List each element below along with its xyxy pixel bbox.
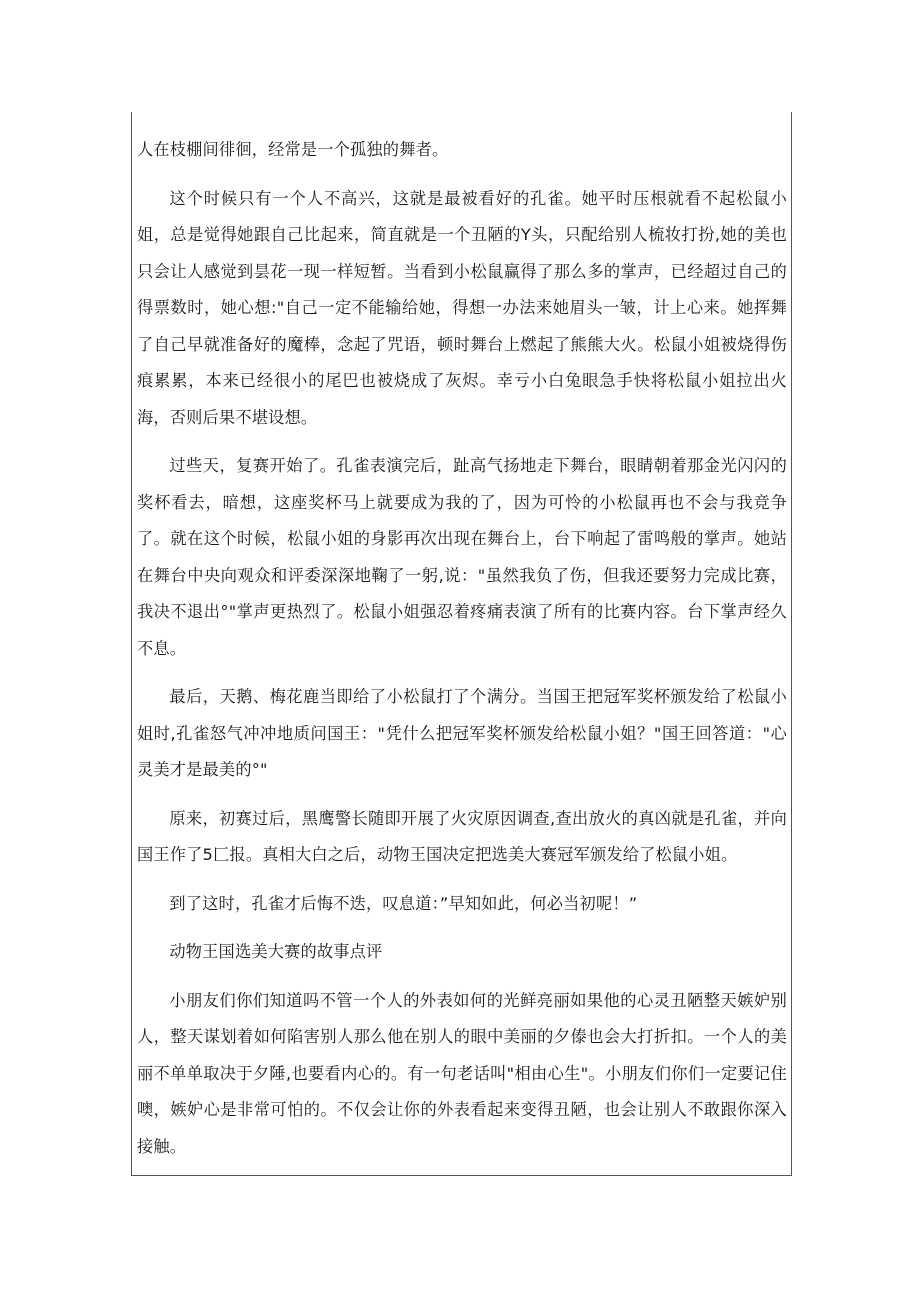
paragraph-investigation: 原来，初赛过后，黑鹰警长随即开展了火灾原因调查,查出放火的真凶就是孔雀，并向国王作了5匚报。真相大白之后，动物王国决定把选美大赛冠军颁发给了松鼠小姐。 bbox=[137, 808, 787, 864]
paragraph-semifinal: 过些天，复赛开始了。孔雀表演完后，趾高气扬地走下舞台，眼睛朝着那金光闪闪的奖杯看去，暗想，这座奖杯马上就要成为我的了，因为可怜的小松鼠再也不会与我竞争了。就在这个时候，松鼠小姐的身影再次出现在舞台上，台下响起了雷鸣般的掌声。她站在舞台中央向观众和评委深深地鞠了一躬,说："虽然我负了伤，但我还要努力完成比赛，我决不退出°"掌声更热烈了。松鼠小姐强忍着疼痛表演了所有的比赛内容。台下掌声经久不息。 bbox=[137, 456, 787, 658]
section-heading-commentary: 动物王国选美大赛的故事点评 bbox=[169, 942, 383, 961]
paragraph-peacock-jealous: 这个时候只有一个人不高兴，这就是最被看好的孔雀。她平时压根就看不起松鼠小姐，总是觉得她跟自己比起来，简直就是一个丑陋的Y头，只配给别人梳妆打扮,她的美也只会让人感觉到昙花一现一样短暂。当看到小松鼠赢得了那么多的掌声，已经超过自己的得票数时，她心想:"自己一定不能输给她，得想一办法来她眉头一皱，计上心来。她挥舞了自己早就准备好的魔棒，念起了咒语，顿时舞台上燃起了熊熊大火。松鼠小姐被烧得伤痕累累，本来已经很小的尾巴也被烧成了灰烬。幸亏小白兔眼急手快将松鼠小姐拉出火海，否则后果不堪设想。 bbox=[137, 188, 787, 427]
paragraph-continuation: 人在枝棚间徘徊，经常是一个孤独的舞者。 bbox=[137, 140, 449, 159]
paragraph-regret: 到了这时，孔雀才后悔不迭，叹息道：”早知如此，何必当初呢！” bbox=[169, 893, 638, 913]
document-body bbox=[137, 132, 787, 1177]
page-frame bbox=[131, 112, 792, 1176]
paragraph-commentary: 小朋友们你们知道吗不管一个人的外表如何的光鲜亮丽如果他的心灵丑陋整天嫉妒别人，整天谋划着如何陷害别人那么他在别人的眼中美丽的夕傣也会大打折扣。一个人的美丽不单单取决于夕陲,也要看内心的。有一句老话叫"相由心生"。小朋友们你们一定要记住噢，嫉妒心是非常可怕的。不仅会让你的外表看起来变得丑陋，也会让别人不敢跟你深入接触。 bbox=[137, 990, 787, 1156]
paragraph-final-score: 最后，天鹅、梅花鹿当即给了小松鼠打了个满分。当国王把冠军奖杯颁发给了松鼠小姐时,孔雀怒气冲冲地质问国王："凭什么把冠军奖杯颁发给松鼠小姐？"国王回答道："心灵美才是最美的°" bbox=[137, 687, 787, 779]
